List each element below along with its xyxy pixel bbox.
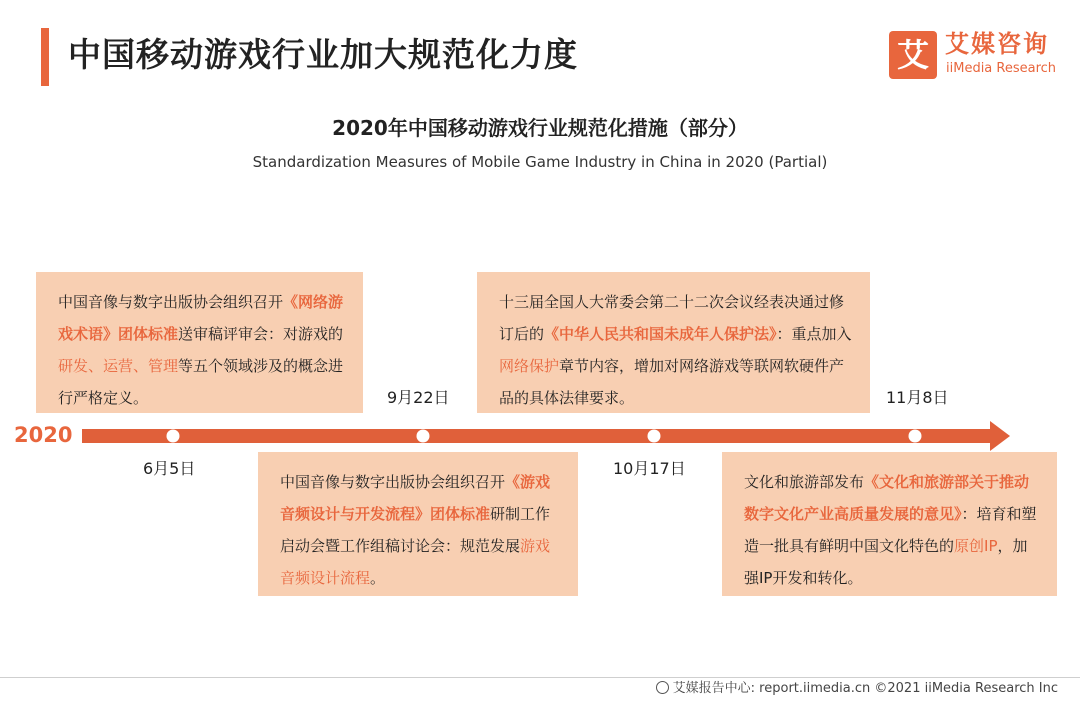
footer-divider (0, 677, 1080, 678)
event-card-2 (258, 452, 578, 596)
event-text: 送审稿评审会：对游戏的 (178, 325, 344, 343)
chart-title: 2020年中国移动游戏行业规范化措施（部分） (332, 116, 748, 140)
timeline-year: 2020 (14, 423, 73, 447)
event-text: 等五个领域涉及的概念进行严格定义。 (58, 357, 344, 407)
event-text: 中国音像与数字出版协会组织召开 (58, 293, 284, 311)
event-highlight-title: 《文化和旅游部关于推动数字文化产业高质量发展的意见》 (744, 473, 1030, 523)
page-title: 中国移动游戏行业加大规范化力度 (68, 35, 578, 74)
event-highlight: 原创IP (954, 537, 998, 555)
timeline-node-1 (167, 430, 180, 443)
event-card-3 (477, 272, 870, 413)
timeline-date-4: 11月8日 (886, 388, 949, 407)
event-card-4 (722, 452, 1057, 596)
event-text: 研制工作启动会暨工作组稿讨论会：规范发展 (280, 505, 551, 555)
event-text: ，加强IP开发和转化。 (744, 537, 1028, 587)
footer-text: 艾媒报告中心: report.iimedia.cn ©2021 iiMedia Research Inc (672, 681, 1058, 696)
timeline-arrowhead-icon (990, 421, 1010, 451)
event-highlight: 网络保护 (499, 357, 560, 375)
event-text: 十三届全国人大常委会第二十二次会议经表决通过修订后的 (499, 293, 845, 343)
timeline-date-2: 9月22日 (387, 388, 450, 407)
timeline-date-1: 6月5日 (143, 459, 196, 478)
globe-icon (656, 681, 669, 694)
event-highlight: 游戏音频设计流程 (280, 537, 551, 587)
logo-name-en: iiMedia Research (946, 61, 1057, 76)
chart-title-en: Standardization Measures of Mobile Game Industry in China in 2020 (Partial) (252, 153, 828, 171)
event-highlight-title: 《中华人民共和国未成年人保护法》 (544, 325, 777, 343)
timeline-node-3 (648, 430, 661, 443)
event-card-1 (36, 272, 363, 413)
timeline-node-4 (909, 430, 922, 443)
event-text: 中国音像与数字出版协会组织召开 (280, 473, 506, 491)
event-highlight-title: 《游戏音频设计与开发流程》团体标准 (280, 473, 551, 523)
event-text: ：培育和塑造一批具有鲜明中国文化特色的 (744, 505, 1037, 555)
timeline-bar (82, 429, 992, 443)
logo-mark-icon: 艾 (889, 31, 937, 79)
event-highlight: 研发、运营、管理 (58, 357, 179, 375)
logo-name-cn: 艾媒咨询 (945, 30, 1049, 58)
timeline-node-2 (417, 430, 430, 443)
timeline-date-3: 10月17日 (613, 459, 686, 478)
event-text: 章节内容，增加对网络游戏等联网软硬件产品的具体法律要求。 (499, 357, 845, 407)
event-text: 。 (370, 569, 386, 587)
event-text: ：重点加入 (776, 325, 852, 343)
event-text: 文化和旅游部发布 (744, 473, 865, 491)
event-highlight-title: 《网络游戏术语》团体标准 (58, 293, 344, 343)
footer (656, 679, 1058, 699)
